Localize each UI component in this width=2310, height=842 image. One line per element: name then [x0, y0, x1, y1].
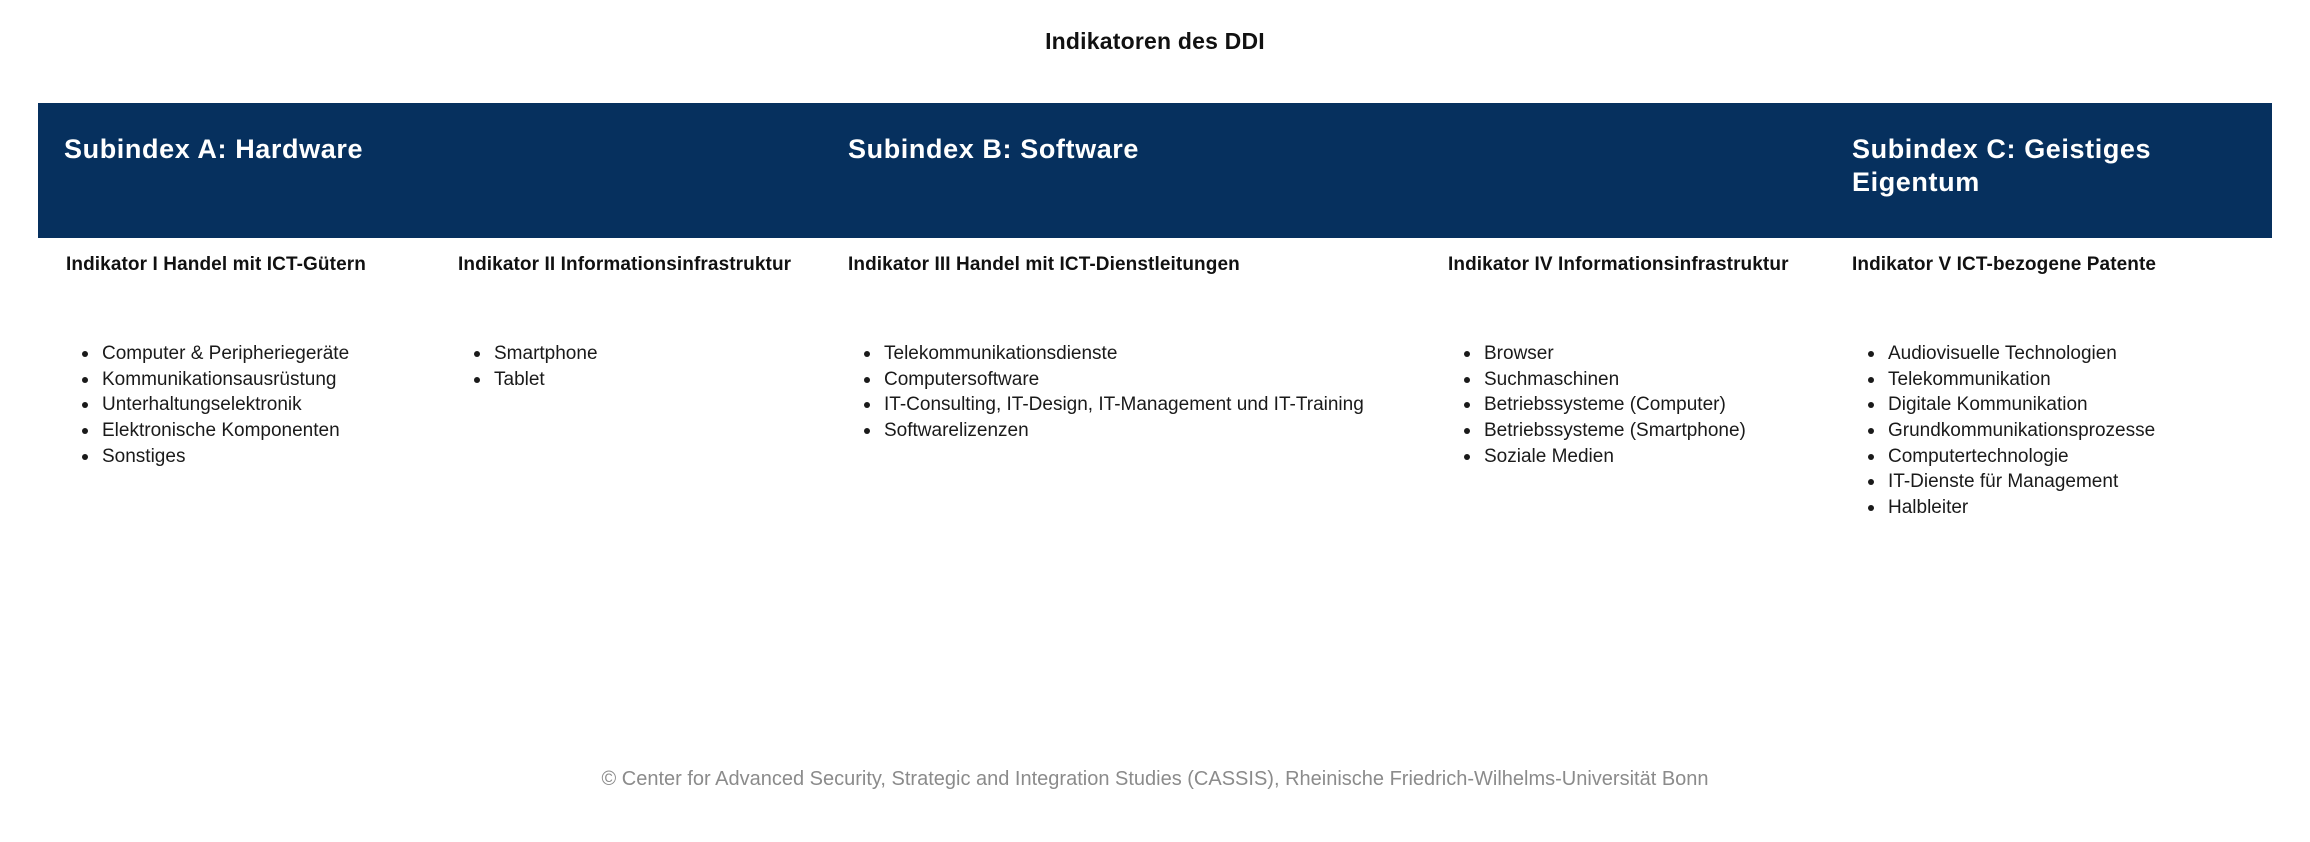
indicator-item-list: [458, 342, 798, 393]
indicator-column-5: [1852, 252, 2272, 519]
subindex-b-label: Subindex B: Software: [848, 134, 1140, 164]
indicator-item-list: [1852, 342, 2272, 522]
list-item: Grundkommunikationsprozesse: [1888, 419, 2272, 444]
indicator-heading: Indikator III Handel mit ICT-Dienstleitungen: [848, 254, 1240, 275]
list-item: Suchmaschinen: [1484, 368, 1818, 393]
list-item: Soziale Medien: [1484, 445, 1818, 470]
list-item: Browser: [1484, 342, 1818, 367]
indicator-item-list: [1448, 342, 1818, 470]
list-item: Tablet: [494, 368, 798, 393]
list-item: Betriebssysteme (Smartphone): [1484, 419, 1818, 444]
indicator-heading: Indikator IV Informationsinfrastruktur: [1448, 254, 1789, 275]
list-item: Sonstiges: [102, 445, 396, 470]
list-item: Telekommunikationsdienste: [884, 342, 1418, 367]
page-title: Indikatoren des DDI: [1045, 28, 1265, 54]
indicator-column-3: [848, 252, 1418, 442]
indicator-column-2: [458, 252, 798, 390]
indicator-item-list: [848, 342, 1418, 445]
list-item: Computertechnologie: [1888, 445, 2272, 470]
indicator-heading: Indikator V ICT-bezogene Patente: [1852, 254, 2157, 275]
indicator-item-list: [66, 342, 396, 470]
list-item: Computer & Peripheriegeräte: [102, 342, 396, 367]
indicator-column-4: [1448, 252, 1818, 467]
indicator-heading: Indikator II Informationsinfrastruktur: [458, 254, 792, 275]
list-item: Kommunikationsausrüstung: [102, 368, 396, 393]
list-item: Softwarelizenzen: [884, 419, 1418, 444]
list-item: Digitale Kommunikation: [1888, 393, 2272, 418]
list-item: Halbleiter: [1888, 496, 2272, 521]
list-item: Unterhaltungselektronik: [102, 393, 396, 418]
list-item: Betriebssysteme (Computer): [1484, 393, 1818, 418]
subindex-c-label: Subindex C: Geistiges Eigentum: [1852, 134, 2152, 198]
subindex-a-label: Subindex A: Hardware: [64, 134, 364, 164]
list-item: Telekommunikation: [1888, 368, 2272, 393]
subindex-band: [38, 103, 2272, 238]
list-item: Computersoftware: [884, 368, 1418, 393]
indicator-columns: [38, 252, 2272, 722]
list-item: IT-Dienste für Management: [1888, 470, 2272, 495]
list-item: IT-Consulting, IT-Design, IT-Management und IT-Training: [884, 393, 1418, 418]
list-item: Smartphone: [494, 342, 798, 367]
indicator-heading: Indikator I Handel mit ICT-Gütern: [66, 254, 366, 275]
list-item: Audiovisuelle Technologien: [1888, 342, 2272, 367]
list-item: Elektronische Komponenten: [102, 419, 396, 444]
indicator-column-1: [66, 252, 396, 467]
copyright-footer: © Center for Advanced Security, Strategic and Integration Studies (CASSIS), Rheinische Friedrich-Wilhelms-Universität Bonn: [601, 768, 1709, 790]
